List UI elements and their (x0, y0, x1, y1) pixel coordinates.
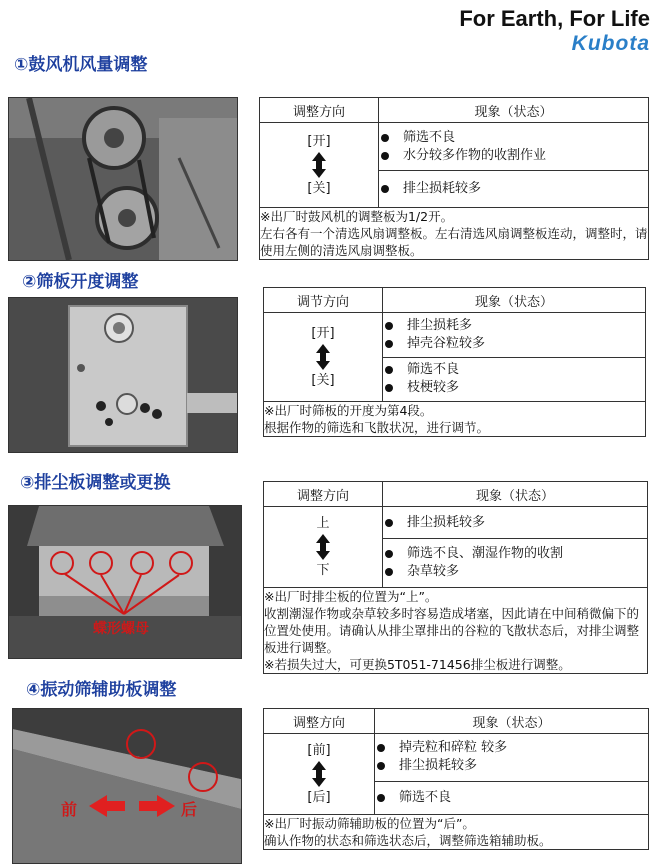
list-item: 排尘损耗较多 (383, 514, 647, 532)
state-lower (383, 539, 648, 588)
direction-cell (264, 734, 375, 815)
col-state-header: 现象（状态） (383, 482, 648, 507)
sieve-plate-photo (8, 297, 238, 453)
section-1-title: ①鼓风机风量调整 (14, 55, 148, 75)
section-3-table (263, 481, 648, 674)
col-state-header: 现象（状态） (383, 288, 646, 313)
col-state-header: 现象（状态） (379, 98, 649, 123)
section-2-table (263, 287, 646, 437)
section-1-table (259, 97, 649, 260)
state-lower (383, 357, 646, 402)
state-upper (375, 734, 649, 782)
col-direction-header: 调整方向 (264, 709, 375, 734)
direction-cell (260, 123, 379, 208)
list-item: 排尘损耗较多 (375, 757, 648, 775)
vibrating-sieve-photo (12, 708, 242, 864)
note-line: 左右各有一个清选风扇调整板。左右清选风扇调整板连动，调整时，请使用左侧的清选风扇调整板。 (260, 226, 648, 258)
back-label: 后 (181, 800, 198, 819)
front-label: 前 (61, 800, 78, 819)
list-item: 筛选不良 (383, 361, 645, 379)
note-line: 确认作物的状态和筛选状态后，调整筛选箱辅助板。 (264, 833, 552, 848)
blower-photo (8, 97, 238, 261)
state-upper (383, 507, 648, 539)
list-item: 水分较多作物的收割作业 (379, 147, 648, 165)
up-down-arrow-icon (312, 761, 326, 787)
kubota-logo: Kubota (571, 32, 650, 55)
state-lower (379, 171, 649, 208)
note-line: ※出厂时排尘板的位置为“上”。 (264, 589, 438, 604)
brand-slogan: For Earth, For Life (459, 6, 650, 31)
section-4-title: ④振动筛辅助板调整 (26, 680, 177, 700)
direction-top: 上 (316, 516, 330, 531)
list-item: 杂草较多 (383, 563, 647, 581)
section-4-notes (264, 815, 649, 850)
section-4-table (263, 708, 649, 850)
note-line: ※出厂时振动筛辅助板的位置为“后”。 (264, 816, 475, 831)
note-line: ※出厂时鼓风机的调整板为1/2开。 (260, 209, 454, 224)
section-1-notes (260, 208, 649, 260)
direction-top: [开] (311, 326, 335, 341)
state-lower (375, 781, 649, 814)
direction-bottom: [后] (307, 790, 331, 805)
list-item: 筛选不良 (375, 789, 648, 807)
section-2-title: ②筛板开度调整 (22, 272, 139, 292)
direction-bottom: [关] (311, 373, 335, 388)
brand-block (440, 6, 650, 56)
direction-cell (264, 313, 383, 402)
col-state-header: 现象（状态） (375, 709, 649, 734)
dust-plate-photo (8, 505, 242, 659)
note-line: 收割潮湿作物或杂草较多时容易造成堵塞，因此请在中间稍微偏下的位置处使用。请确认从排尘罩排出的谷粒的飞散状态后，对排尘调整板进行调整。 (264, 606, 640, 655)
section-3-title: ③排尘板调整或更换 (20, 473, 171, 493)
note-line: ※出厂时筛板的开度为第4段。 (264, 403, 433, 418)
list-item: 枝梗较多 (383, 379, 645, 397)
list-item: 筛选不良 (379, 129, 648, 147)
note-line: 根据作物的筛选和飞散状况，进行调节。 (264, 420, 490, 435)
direction-bottom: 下 (316, 563, 330, 578)
list-item: 掉壳粒和碎粒 较多 (375, 739, 648, 757)
state-upper (379, 123, 649, 171)
direction-top: [开] (307, 134, 331, 149)
col-direction-header: 调整方向 (264, 482, 383, 507)
state-upper (383, 313, 646, 358)
list-item: 排尘损耗多 (383, 317, 645, 335)
up-down-arrow-icon (316, 534, 330, 560)
col-direction-header: 调节方向 (264, 288, 383, 313)
direction-top: [前] (307, 743, 331, 758)
list-item: 排尘损耗较多 (379, 180, 648, 198)
note-line: ※若损失过大，可更换5T051-71456排尘板进行调整。 (264, 657, 571, 672)
direction-bottom: [关] (307, 181, 331, 196)
list-item: 筛选不良、潮湿作物的收割 (383, 545, 647, 563)
col-direction-header: 调整方向 (260, 98, 379, 123)
list-item: 掉壳谷粒较多 (383, 335, 645, 353)
section-2-notes (264, 402, 646, 437)
section-3-notes (264, 588, 648, 674)
wing-nut-label: 蝶形螺母 (93, 621, 149, 637)
up-down-arrow-icon (316, 344, 330, 370)
up-down-arrow-icon (312, 152, 326, 178)
direction-cell (264, 507, 383, 588)
